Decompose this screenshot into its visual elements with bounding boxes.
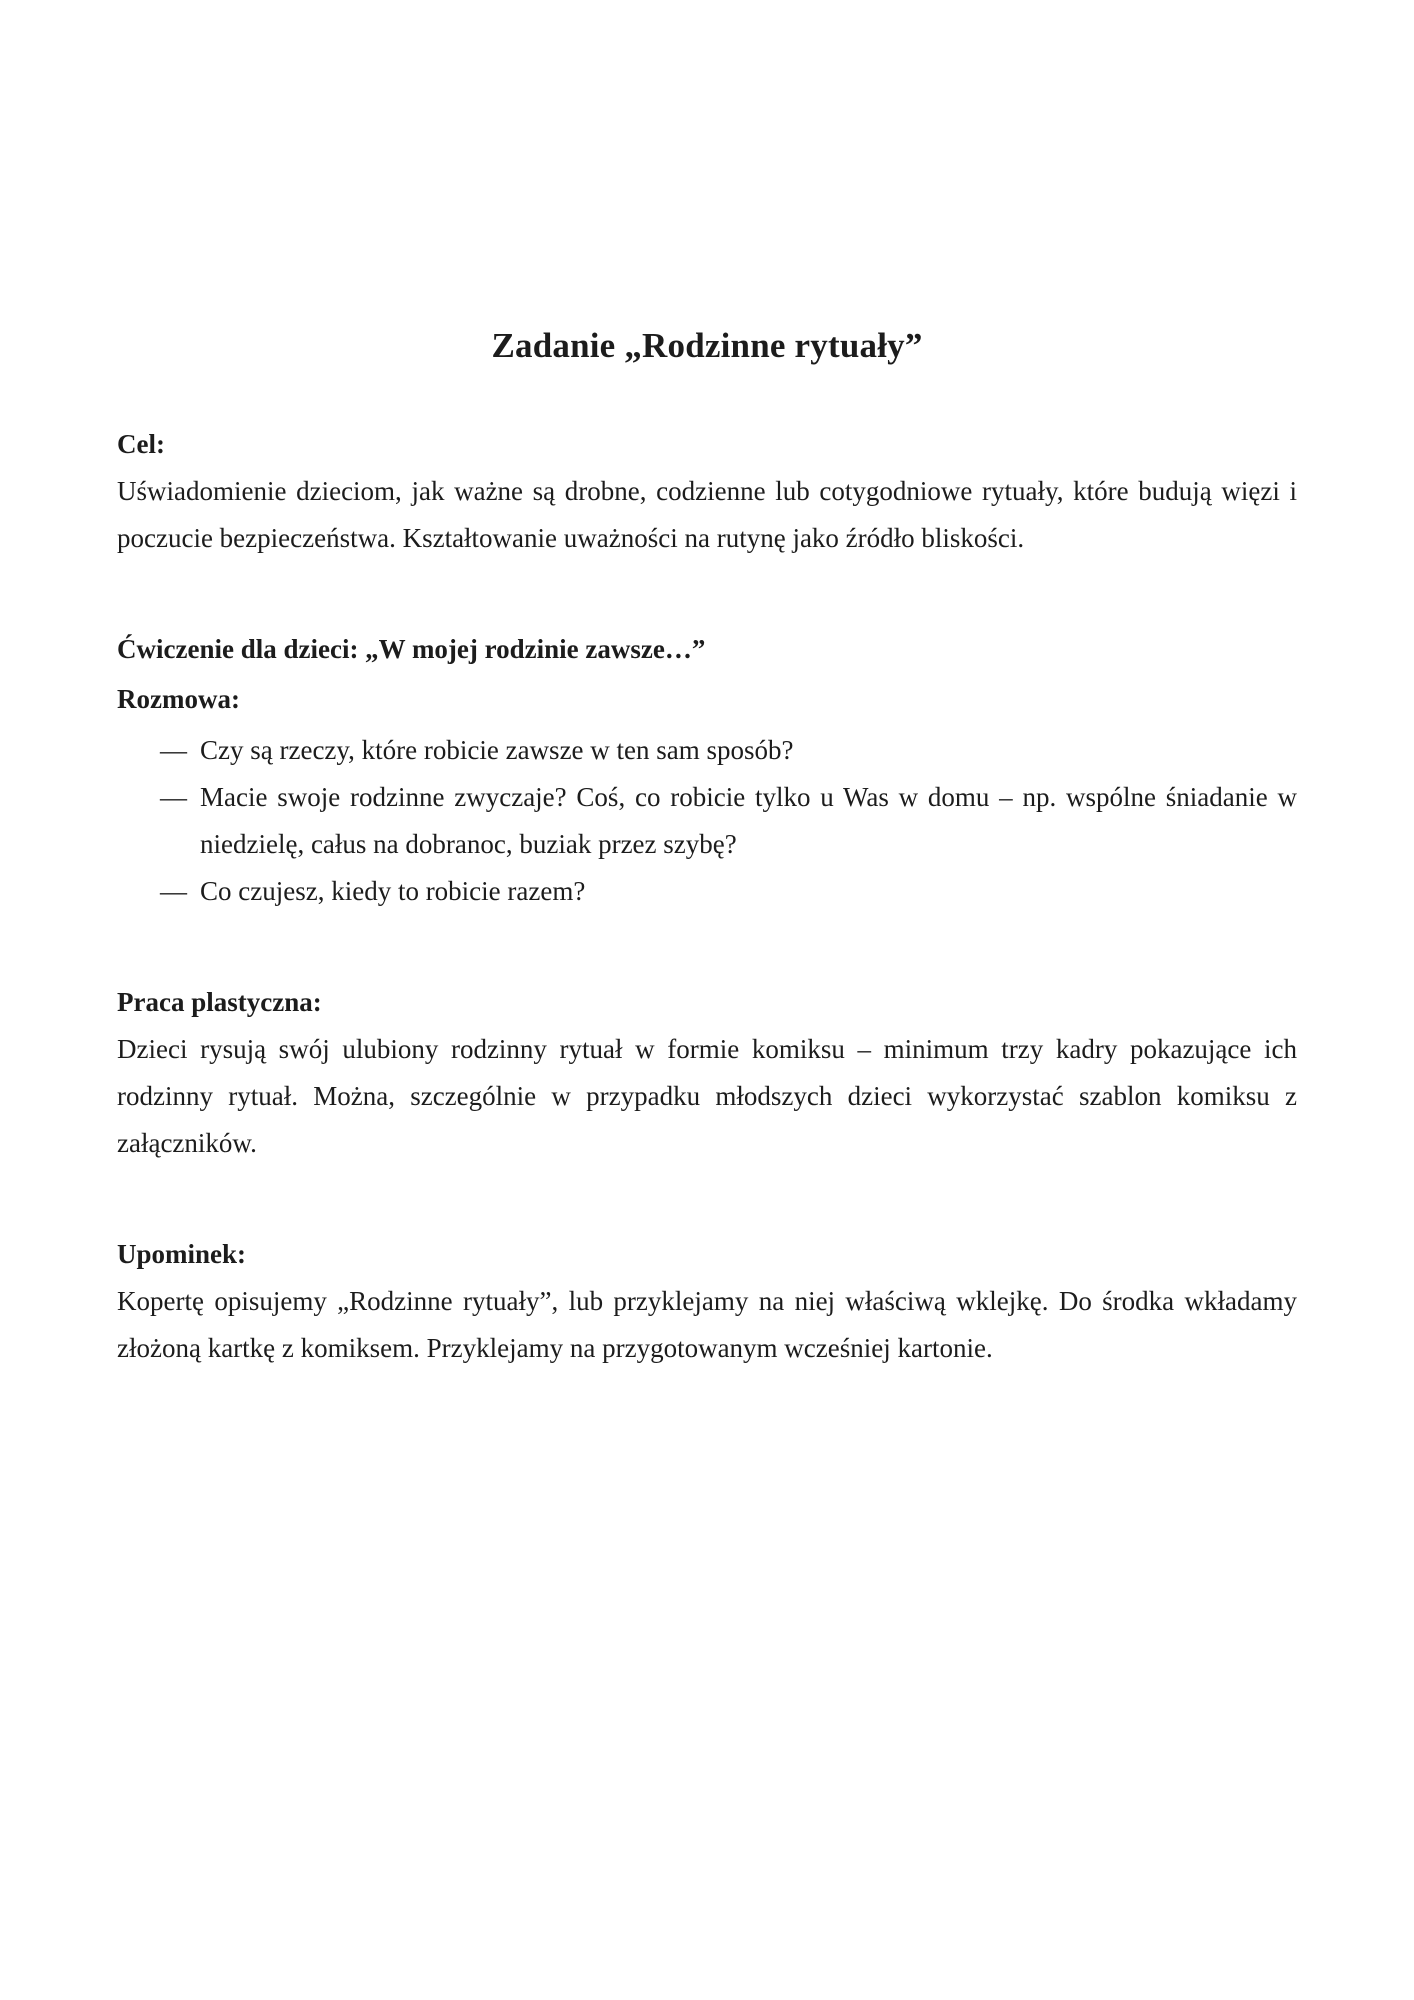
section-cel xyxy=(117,421,1297,562)
em-dash-bullet: — xyxy=(160,735,187,765)
em-dash-bullet: — xyxy=(160,782,187,812)
section-cwiczenie-heading: Ćwiczenie dla dzieci: „W mojej rodzinie zawsze…” xyxy=(117,634,706,664)
section-cwiczenie-subheading: Rozmowa: xyxy=(117,684,240,714)
em-dash-bullet: — xyxy=(160,876,187,906)
section-praca-heading: Praca plastyczna: xyxy=(117,987,322,1017)
section-praca-plastyczna xyxy=(117,979,1297,1167)
section-cel-body: Uświadomienie dzieciom, jak ważne są drobne, codzienne lub cotygodniowe rytuały, które budują więzi i poczucie bezpieczeństwa. Kształtowanie uważności na rutynę jako źródło bliskości. xyxy=(117,476,1297,553)
document-title: Zadanie „Rodzinne rytuały” xyxy=(491,326,923,365)
list-item xyxy=(117,727,1297,774)
list-item-text: Co czujesz, kiedy to robicie razem? xyxy=(200,876,586,906)
list-item xyxy=(117,868,1297,915)
section-upominek-heading: Upominek: xyxy=(117,1239,247,1269)
list-item-text: Czy są rzeczy, które robicie zawsze w ten sam sposób? xyxy=(200,735,794,765)
section-cel-heading: Cel: xyxy=(117,429,165,459)
list-item-text: Macie swoje rodzinne zwyczaje? Coś, co robicie tylko u Was w domu – np. wspólne śniadanie w niedzielę, całus na dobranoc, buziak przez szybę? xyxy=(200,782,1297,859)
section-cwiczenie xyxy=(117,626,1297,915)
section-upominek-body: Kopertę opisujemy „Rodzinne rytuały”, lub przyklejamy na niej właściwą wklejkę. Do środka wkładamy złożoną kartkę z komiksem. Przyklejamy na przygotowanym wcześniej kartonie. xyxy=(117,1286,1297,1363)
discussion-question-list xyxy=(117,727,1297,915)
list-item xyxy=(117,774,1297,868)
section-upominek xyxy=(117,1231,1297,1372)
section-praca-body: Dzieci rysują swój ulubiony rodzinny rytuał w formie komiksu – minimum trzy kadry pokazujące ich rodzinny rytuał. Można, szczególnie w przypadku młodszych dzieci wykorzystać szablon komiksu z załączników. xyxy=(117,1034,1297,1158)
